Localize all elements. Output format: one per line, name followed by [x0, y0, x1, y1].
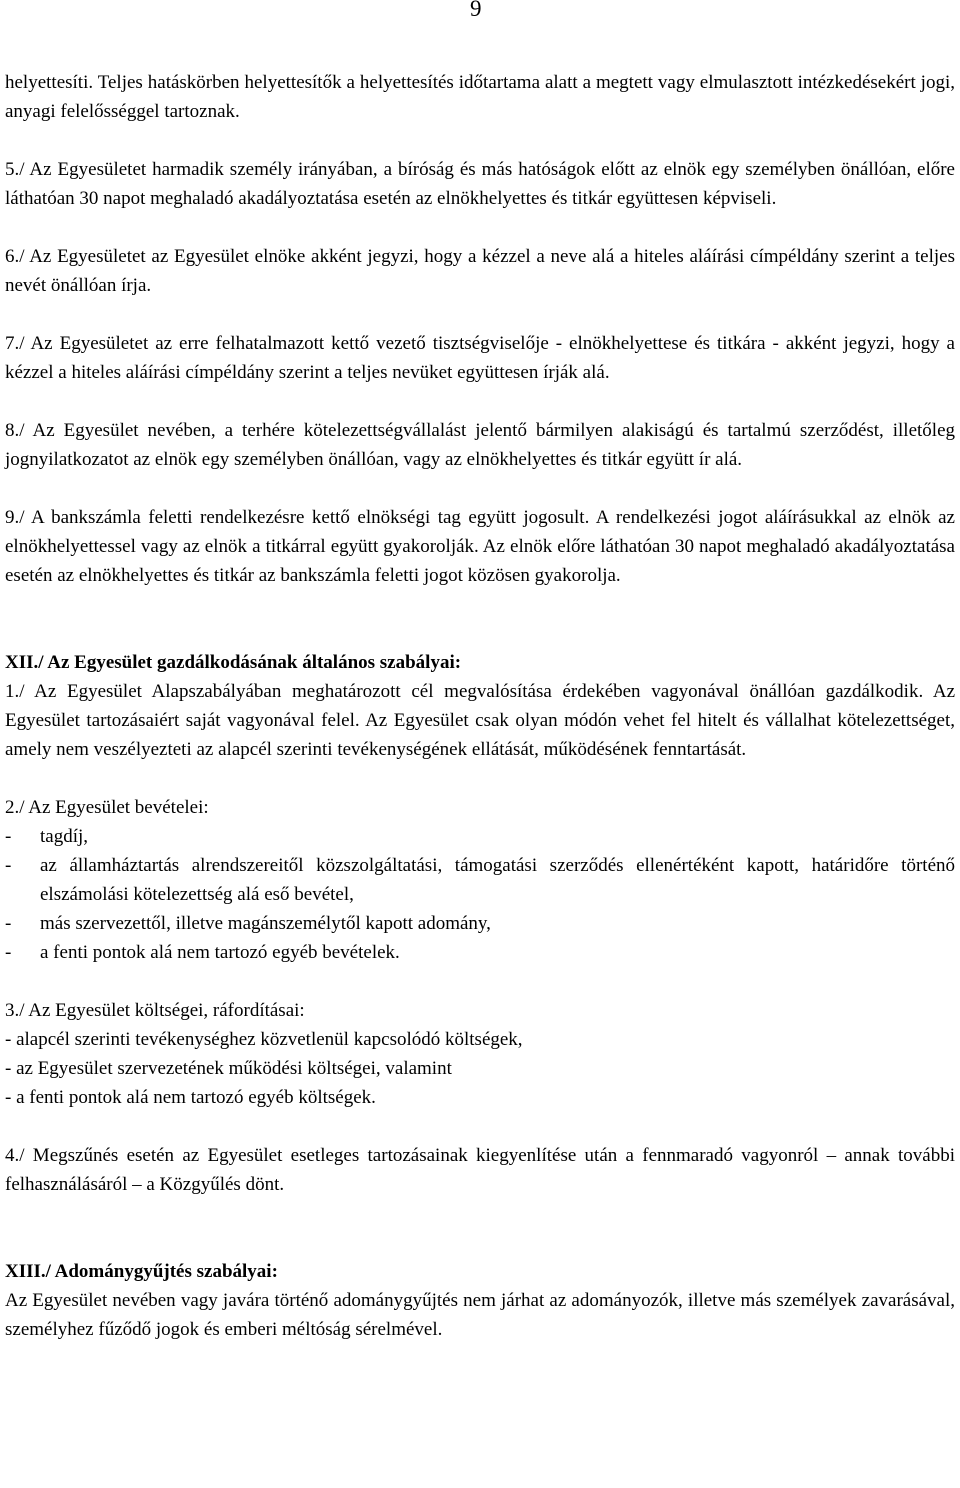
- section-12-heading-text: / Az Egyesület gazdálkodásának általános szabályai:: [38, 652, 462, 673]
- paragraph-5: 5./ Az Egyesületet harmadik személy irányában, a bíróság és más hatóságok előtt az elnök egy személyben önállóan, előre láthatóan 30 napot meghaladó akadályoztatása esetén az elnökhelyettes és titkár együttesen képviseli.: [5, 159, 955, 209]
- list-item-text: az államháztartás alrendszereitől közszolgáltatási, támogatási szerződés ellenértéként kapott, határidőre történő elszámolási kötelezettség alá eső bevétel,: [40, 855, 955, 905]
- section-12-heading: [5, 648, 955, 677]
- list-dash: -: [5, 855, 12, 876]
- section-12-paragraph-1: 1./ Az Egyesület Alapszabályában meghatározott cél megvalósítása érdekében vagyonával önállóan gazdálkodik. Az Egyesület tartozásaiért saját vagyonával felel. Az Egyesület csak olyan módón vehet fel hitelt és vállalhat kötelezettséget, amely nem veszélyezteti az alapcél szerinti tevékenységének ellátását, működésének fenntartását.: [5, 681, 955, 760]
- section-12-paragraph-2-title: 2./ Az Egyesület bevételei:: [5, 797, 209, 818]
- list-item-text: a fenti pontok alá nem tartozó egyéb bevételek.: [40, 942, 400, 963]
- page-number: 9: [470, 0, 482, 21]
- list-item: [5, 851, 955, 909]
- document-body: [5, 68, 955, 1344]
- section-12-paragraph-4: 4./ Megszűnés esetén az Egyesület esetleges tartozásainak kiegyenlítése után a fennmaradó vagyonról – annak további felhasználásáról – a Közgyűlés dönt.: [5, 1145, 955, 1195]
- paragraph-7: 7./ Az Egyesületet az erre felhatalmazott kettő vezető tisztségviselője - elnökhelyettese és titkára - akként jegyzi, hogy a kézzel a hiteles aláírási címpéldány szerint a teljes nevüket együttesen írják alá.: [5, 333, 955, 383]
- list-dash: -: [5, 942, 12, 963]
- list-item: - az Egyesület szervezetének működési költségei, valamint: [5, 1058, 452, 1079]
- section-13-heading: [5, 1257, 955, 1286]
- list-item-text: tagdíj,: [40, 826, 89, 847]
- section-13-heading-text: / Adománygyűjtés szabályai:: [45, 1261, 278, 1282]
- list-item: - alapcél szerinti tevékenységhez közvetlenül kapcsolódó költségek,: [5, 1029, 523, 1050]
- list-dash: -: [5, 826, 12, 847]
- list-item: - a fenti pontok alá nem tartozó egyéb költségek.: [5, 1087, 376, 1108]
- list-item-text: más szervezettől, illetve magánszemélytől kapott adomány,: [40, 913, 491, 934]
- paragraph-9: 9./ A bankszámla feletti rendelkezésre kettő elnökségi tag együtt jogosult. A rendelkezési jogot aláírásukkal az elnök az elnökhelyettessel vagy az elnök a titkárral együtt gyakorolják. Az elnök előre láthatóan 30 napot meghaladó akadályoztatása esetén az elnökhelyettes és titkár az bankszámla feletti jogot közösen gyakorolja.: [5, 507, 955, 586]
- list-item: [5, 822, 955, 851]
- section-12: [5, 648, 955, 1199]
- paragraph-6: 6./ Az Egyesületet az Egyesület elnöke akként jegyzi, hogy a kézzel a neve alá a hiteles aláírási címpéldány szerint a teljes nevét önállóan írja.: [5, 246, 955, 296]
- paragraph-continuation: helyettesíti. Teljes hatáskörben helyettesítők a helyettesítés időtartama alatt a megtett vagy elmulasztott intézkedésekért jogi, anyagi felelősséggel tartoznak.: [5, 72, 955, 122]
- section-13-paragraph-1: Az Egyesület nevében vagy javára történő adománygyűjtés nem járhat az adományozók, illetve más személyek zavarásával, személyhez fűződő jogok és emberi méltóság sérelmével.: [5, 1290, 955, 1340]
- section-13-heading-number: XIII.: [5, 1261, 46, 1282]
- list-dash: -: [5, 913, 12, 934]
- paragraph-8: 8./ Az Egyesület nevében, a terhére kötelezettségvállalást jelentő bármilyen alakiságú és tartalmú szerződést, illetőleg jognyilatkozatot az elnök egy személyben önállóan, vagy az elnökhelyettes és titkár együtt ír alá.: [5, 420, 955, 470]
- list-item: [5, 938, 955, 967]
- section-12-heading-number: XII.: [5, 652, 39, 673]
- list-item: [5, 909, 955, 938]
- section-13: [5, 1257, 955, 1344]
- section-12-paragraph-3-title: 3./ Az Egyesület költségei, ráfordításai:: [5, 1000, 305, 1021]
